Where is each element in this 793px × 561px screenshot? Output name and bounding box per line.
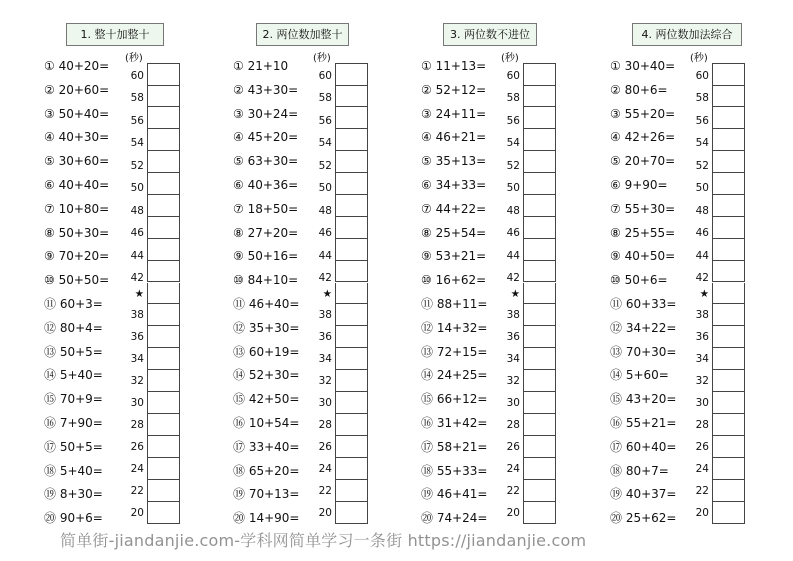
answer-time-box[interactable] bbox=[147, 85, 180, 107]
answer-time-box[interactable] bbox=[523, 261, 556, 283]
time-tick: 36 bbox=[506, 331, 520, 344]
time-tick: 56 bbox=[318, 114, 332, 127]
time-tick: 32 bbox=[318, 375, 332, 388]
answer-time-box[interactable] bbox=[335, 458, 368, 480]
problem: ④ 42+26= bbox=[610, 130, 676, 145]
time-tick: 36 bbox=[130, 331, 144, 344]
problem: ⑦ 44+22= bbox=[421, 201, 487, 216]
section-title: 1. 整十加整十 bbox=[66, 23, 164, 46]
answer-time-box[interactable] bbox=[335, 436, 368, 458]
problem: ② 20+60= bbox=[44, 82, 110, 97]
answer-time-box[interactable] bbox=[523, 239, 556, 261]
problem: ⑥ 40+36= bbox=[233, 178, 299, 192]
answer-time-box[interactable] bbox=[523, 129, 556, 151]
answer-time-box[interactable] bbox=[523, 107, 556, 129]
star-marker: ★ bbox=[510, 287, 520, 300]
problem: ⑯ 10+54= bbox=[233, 416, 300, 430]
answer-time-box[interactable] bbox=[523, 348, 556, 370]
problem: ⑪ 46+40= bbox=[233, 297, 300, 311]
time-tick: 42 bbox=[695, 271, 709, 284]
problem: ⑧ 25+55= bbox=[610, 225, 676, 240]
time-tick: 24 bbox=[506, 463, 520, 476]
time-tick: 56 bbox=[506, 114, 520, 127]
answer-time-box[interactable] bbox=[712, 304, 745, 326]
problem: ② 80+6= bbox=[610, 82, 668, 97]
seconds-unit-label: (秒) bbox=[125, 53, 143, 64]
answer-time-box[interactable] bbox=[335, 261, 368, 283]
answer-time-box[interactable] bbox=[523, 392, 556, 414]
problem: ③ 55+20= bbox=[610, 106, 676, 121]
answer-time-box[interactable] bbox=[523, 370, 556, 392]
answer-time-box[interactable] bbox=[147, 348, 180, 370]
answer-time-box[interactable] bbox=[335, 107, 368, 129]
problem: ⑬ 60+19= bbox=[233, 344, 300, 359]
problem: ⑭ 5+40= bbox=[44, 368, 103, 383]
answer-time-box[interactable] bbox=[147, 392, 180, 414]
time-tick: 46 bbox=[506, 227, 520, 240]
problem: ⑪ 88+11= bbox=[421, 297, 488, 311]
time-tick: 50 bbox=[695, 182, 709, 195]
answer-time-box[interactable] bbox=[523, 436, 556, 458]
answer-time-box[interactable] bbox=[147, 107, 180, 129]
answer-time-box[interactable] bbox=[335, 173, 368, 195]
time-tick: 20 bbox=[695, 507, 709, 519]
time-tick: 22 bbox=[130, 485, 144, 498]
answer-time-box[interactable] bbox=[147, 217, 180, 239]
problem: ① 30+40= bbox=[610, 59, 676, 73]
answer-time-box[interactable] bbox=[712, 458, 745, 480]
answer-time-box[interactable] bbox=[523, 326, 556, 348]
time-tick: 58 bbox=[506, 92, 520, 105]
time-tick: 52 bbox=[695, 159, 709, 172]
answer-time-box[interactable] bbox=[523, 151, 556, 173]
answer-time-box[interactable] bbox=[335, 392, 368, 414]
seconds-unit-label: (秒) bbox=[690, 53, 708, 64]
answer-time-box[interactable] bbox=[523, 480, 556, 502]
time-tick: 50 bbox=[130, 182, 144, 195]
answer-time-box[interactable] bbox=[523, 458, 556, 480]
problem: ⑨ 53+21= bbox=[421, 249, 487, 264]
problem: ⑨ 40+50= bbox=[610, 249, 676, 264]
answer-time-box[interactable] bbox=[712, 173, 745, 195]
time-tick: 46 bbox=[130, 227, 144, 240]
problem: ⑫ 14+32= bbox=[421, 320, 488, 335]
problem: ⑩ 50+50= bbox=[44, 273, 110, 288]
problem: ⑳ 74+24= bbox=[421, 511, 488, 526]
answer-time-box[interactable] bbox=[335, 63, 368, 86]
time-tick: 22 bbox=[506, 485, 520, 498]
time-tick: 50 bbox=[318, 182, 332, 195]
problem: ⑲ 8+30= bbox=[44, 487, 103, 502]
answer-time-box[interactable] bbox=[147, 370, 180, 392]
answer-time-box[interactable] bbox=[147, 436, 180, 458]
answer-time-box[interactable] bbox=[523, 304, 556, 326]
problem: ⑤ 30+60= bbox=[44, 154, 110, 169]
time-tick: 28 bbox=[506, 419, 520, 432]
time-tick: 32 bbox=[695, 375, 709, 388]
problem: ③ 50+40= bbox=[44, 106, 110, 121]
time-tick: 48 bbox=[130, 204, 144, 217]
time-tick: 54 bbox=[130, 137, 144, 150]
time-tick: 42 bbox=[130, 271, 144, 284]
answer-time-box[interactable] bbox=[523, 217, 556, 239]
time-tick: 34 bbox=[130, 353, 144, 366]
answer-time-box[interactable] bbox=[712, 480, 745, 502]
time-tick: 42 bbox=[318, 271, 332, 284]
answer-time-box[interactable] bbox=[712, 283, 745, 305]
time-tick: 60 bbox=[130, 70, 144, 82]
star-marker: ★ bbox=[699, 287, 709, 300]
problem: ⑦ 10+80= bbox=[44, 201, 110, 216]
problem: ④ 46+21= bbox=[421, 130, 487, 145]
time-tick: 50 bbox=[506, 182, 520, 195]
problem: ② 43+30= bbox=[233, 82, 299, 97]
time-tick: 46 bbox=[318, 227, 332, 240]
answer-time-box[interactable] bbox=[335, 480, 368, 502]
answer-time-box[interactable] bbox=[335, 326, 368, 348]
answer-time-box[interactable] bbox=[147, 326, 180, 348]
time-tick: 60 bbox=[506, 70, 520, 82]
time-tick: 56 bbox=[695, 114, 709, 127]
seconds-unit-label: (秒) bbox=[501, 53, 519, 64]
answer-time-box[interactable] bbox=[335, 151, 368, 173]
answer-time-box[interactable] bbox=[712, 151, 745, 173]
section-title: 4. 两位数加法综合 bbox=[632, 23, 742, 46]
problem: ② 52+12= bbox=[421, 82, 487, 97]
answer-time-box[interactable] bbox=[147, 195, 180, 217]
problem: ⑲ 40+37= bbox=[610, 487, 677, 502]
problem: ⑯ 7+90= bbox=[44, 416, 103, 430]
star-marker: ★ bbox=[322, 287, 332, 300]
problem: ⑮ 70+9= bbox=[44, 392, 103, 407]
time-tick: 32 bbox=[506, 375, 520, 388]
answer-time-box[interactable] bbox=[712, 326, 745, 348]
problem: ④ 40+30= bbox=[44, 130, 110, 145]
answer-time-box[interactable] bbox=[147, 283, 180, 305]
answer-time-box[interactable] bbox=[335, 348, 368, 370]
answer-time-box[interactable] bbox=[147, 239, 180, 261]
problem: ④ 45+20= bbox=[233, 130, 299, 145]
time-tick: 22 bbox=[695, 485, 709, 498]
problem: ⑭ 52+30= bbox=[233, 368, 300, 383]
problem: ⑧ 25+54= bbox=[421, 225, 487, 240]
answer-time-box[interactable] bbox=[335, 129, 368, 151]
time-tick: 34 bbox=[506, 353, 520, 366]
answer-time-box[interactable] bbox=[523, 63, 556, 86]
time-tick: 60 bbox=[318, 70, 332, 82]
problem: ⑰ 33+40= bbox=[233, 439, 300, 454]
time-tick: 30 bbox=[318, 397, 332, 410]
time-tick: 34 bbox=[695, 353, 709, 366]
problem: ③ 24+11= bbox=[421, 106, 487, 121]
time-tick: 30 bbox=[695, 397, 709, 410]
time-tick: 46 bbox=[695, 227, 709, 240]
time-tick: 60 bbox=[695, 70, 709, 82]
star-marker: ★ bbox=[134, 287, 144, 300]
problem: ⑦ 55+30= bbox=[610, 201, 676, 216]
problem: ⑳ 90+6= bbox=[44, 511, 103, 526]
time-tick: 34 bbox=[318, 353, 332, 366]
problem: ⑭ 5+60= bbox=[610, 368, 669, 383]
answer-time-box[interactable] bbox=[712, 129, 745, 151]
time-tick: 28 bbox=[318, 419, 332, 432]
problem: ⑮ 66+12= bbox=[421, 392, 488, 407]
answer-time-box[interactable] bbox=[335, 283, 368, 305]
time-tick: 56 bbox=[130, 114, 144, 127]
time-tick: 48 bbox=[695, 204, 709, 217]
answer-time-box[interactable] bbox=[712, 261, 745, 283]
problem: ⑪ 60+3= bbox=[44, 297, 103, 311]
time-tick: 44 bbox=[506, 249, 520, 262]
time-tick: 48 bbox=[506, 204, 520, 217]
answer-time-box[interactable] bbox=[712, 414, 745, 436]
problem: ⑳ 14+90= bbox=[233, 511, 300, 526]
problem: ⑥ 34+33= bbox=[421, 178, 487, 192]
problem: ⑪ 60+33= bbox=[610, 297, 677, 311]
problem: ⑳ 25+62= bbox=[610, 511, 677, 526]
problem: ⑧ 50+30= bbox=[44, 225, 110, 240]
time-tick: 30 bbox=[506, 397, 520, 410]
problem: ⑫ 34+22= bbox=[610, 320, 677, 335]
problem: ⑬ 70+30= bbox=[610, 344, 677, 359]
watermark: 简单街-jiandanjie.com-学科网简单学习一条街 https://jiandanjie.com bbox=[60, 531, 587, 550]
problem: ⑯ 31+42= bbox=[421, 416, 488, 430]
answer-time-box[interactable] bbox=[523, 195, 556, 217]
time-tick: 54 bbox=[506, 137, 520, 150]
time-tick: 44 bbox=[130, 249, 144, 262]
answer-time-box[interactable] bbox=[712, 85, 745, 107]
problem: ⑱ 55+33= bbox=[421, 463, 488, 478]
time-tick: 38 bbox=[318, 309, 332, 322]
answer-time-box[interactable] bbox=[147, 261, 180, 283]
answer-time-box[interactable] bbox=[335, 370, 368, 392]
problem: ⑨ 70+20= bbox=[44, 249, 110, 264]
time-tick: 26 bbox=[695, 441, 709, 454]
time-tick: 52 bbox=[506, 159, 520, 172]
answer-time-box[interactable] bbox=[335, 239, 368, 261]
problem: ⑯ 55+21= bbox=[610, 416, 677, 430]
answer-time-box[interactable] bbox=[712, 348, 745, 370]
problem: ⑱ 5+40= bbox=[44, 463, 103, 478]
time-tick: 26 bbox=[318, 441, 332, 454]
problem: ⑤ 35+13= bbox=[421, 154, 487, 169]
problem: ⑲ 70+13= bbox=[233, 487, 300, 502]
time-tick: 52 bbox=[130, 159, 144, 172]
problem: ⑬ 50+5= bbox=[44, 344, 103, 359]
problem: ① 40+20= bbox=[44, 59, 110, 73]
answer-time-box[interactable] bbox=[335, 85, 368, 107]
problem: ⑱ 65+20= bbox=[233, 463, 300, 478]
answer-time-box[interactable] bbox=[523, 173, 556, 195]
problem: ③ 30+24= bbox=[233, 106, 299, 121]
answer-time-box[interactable] bbox=[147, 304, 180, 326]
problem: ⑥ 40+40= bbox=[44, 178, 110, 192]
problem: ① 21+10 bbox=[233, 59, 289, 73]
time-tick: 58 bbox=[130, 92, 144, 105]
time-tick: 54 bbox=[318, 137, 332, 150]
answer-time-box[interactable] bbox=[712, 370, 745, 392]
problem: ⑩ 84+10= bbox=[233, 273, 299, 288]
problem: ⑱ 80+7= bbox=[610, 463, 669, 478]
time-tick: 28 bbox=[695, 419, 709, 432]
time-tick: 38 bbox=[695, 309, 709, 322]
problem: ⑩ 50+6= bbox=[610, 273, 668, 288]
section-title: 2. 两位数加整十 bbox=[256, 23, 349, 46]
time-tick: 20 bbox=[130, 507, 144, 519]
answer-time-box[interactable] bbox=[712, 107, 745, 129]
problem: ⑮ 43+20= bbox=[610, 392, 677, 407]
answer-time-box[interactable] bbox=[147, 414, 180, 436]
problem: ⑦ 18+50= bbox=[233, 201, 299, 216]
answer-time-box[interactable] bbox=[523, 502, 556, 524]
answer-time-box[interactable] bbox=[147, 458, 180, 480]
answer-time-box[interactable] bbox=[712, 217, 745, 239]
time-tick: 36 bbox=[695, 331, 709, 344]
time-tick: 28 bbox=[130, 419, 144, 432]
answer-time-box[interactable] bbox=[523, 85, 556, 107]
time-tick: 54 bbox=[695, 137, 709, 150]
answer-time-box[interactable] bbox=[712, 239, 745, 261]
problem: ⑧ 27+20= bbox=[233, 225, 299, 240]
answer-time-box[interactable] bbox=[147, 151, 180, 173]
answer-time-box[interactable] bbox=[335, 195, 368, 217]
answer-time-box[interactable] bbox=[712, 63, 745, 86]
answer-time-box[interactable] bbox=[335, 217, 368, 239]
answer-time-box[interactable] bbox=[712, 392, 745, 414]
answer-time-box[interactable] bbox=[147, 63, 180, 86]
answer-time-box[interactable] bbox=[335, 502, 368, 524]
problem: ⑭ 24+25= bbox=[421, 368, 488, 383]
time-tick: 38 bbox=[130, 309, 144, 322]
problem: ⑫ 80+4= bbox=[44, 320, 103, 335]
answer-time-box[interactable] bbox=[712, 436, 745, 458]
problem: ⑩ 16+62= bbox=[421, 273, 487, 288]
time-tick: 44 bbox=[318, 249, 332, 262]
time-tick: 42 bbox=[506, 271, 520, 284]
problem: ⑮ 42+50= bbox=[233, 392, 300, 407]
time-tick: 26 bbox=[506, 441, 520, 454]
problem: ⑤ 20+70= bbox=[610, 154, 676, 169]
time-tick: 48 bbox=[318, 204, 332, 217]
problem: ⑥ 9+90= bbox=[610, 178, 668, 192]
time-tick: 22 bbox=[318, 485, 332, 498]
time-tick: 24 bbox=[130, 463, 144, 476]
problem: ⑲ 46+41= bbox=[421, 487, 488, 502]
answer-time-box[interactable] bbox=[147, 129, 180, 151]
time-tick: 26 bbox=[130, 441, 144, 454]
problem: ⑤ 63+30= bbox=[233, 154, 299, 169]
answer-time-box[interactable] bbox=[712, 195, 745, 217]
section-title: 3. 两位数不进位 bbox=[443, 23, 537, 46]
answer-time-box[interactable] bbox=[712, 502, 745, 524]
time-tick: 20 bbox=[318, 507, 332, 519]
answer-time-box[interactable] bbox=[147, 480, 180, 502]
problem: ⑰ 58+21= bbox=[421, 439, 488, 454]
time-tick: 20 bbox=[506, 507, 520, 519]
time-tick: 24 bbox=[318, 463, 332, 476]
problem: ⑨ 50+16= bbox=[233, 249, 299, 264]
seconds-unit-label: (秒) bbox=[313, 53, 331, 64]
time-tick: 38 bbox=[506, 309, 520, 322]
answer-time-box[interactable] bbox=[523, 414, 556, 436]
problem: ⑰ 60+40= bbox=[610, 439, 677, 454]
problem: ⑫ 35+30= bbox=[233, 320, 300, 335]
time-tick: 30 bbox=[130, 397, 144, 410]
problem: ① 11+13= bbox=[421, 59, 487, 73]
answer-time-box[interactable] bbox=[147, 502, 180, 524]
answer-time-box[interactable] bbox=[335, 414, 368, 436]
time-tick: 32 bbox=[130, 375, 144, 388]
answer-time-box[interactable] bbox=[147, 173, 180, 195]
time-tick: 58 bbox=[695, 92, 709, 105]
time-tick: 52 bbox=[318, 159, 332, 172]
answer-time-box[interactable] bbox=[523, 283, 556, 305]
time-tick: 58 bbox=[318, 92, 332, 105]
time-tick: 44 bbox=[695, 249, 709, 262]
time-tick: 36 bbox=[318, 331, 332, 344]
problem: ⑬ 72+15= bbox=[421, 344, 488, 359]
problem: ⑰ 50+5= bbox=[44, 439, 103, 454]
answer-time-box[interactable] bbox=[335, 304, 368, 326]
time-tick: 24 bbox=[695, 463, 709, 476]
